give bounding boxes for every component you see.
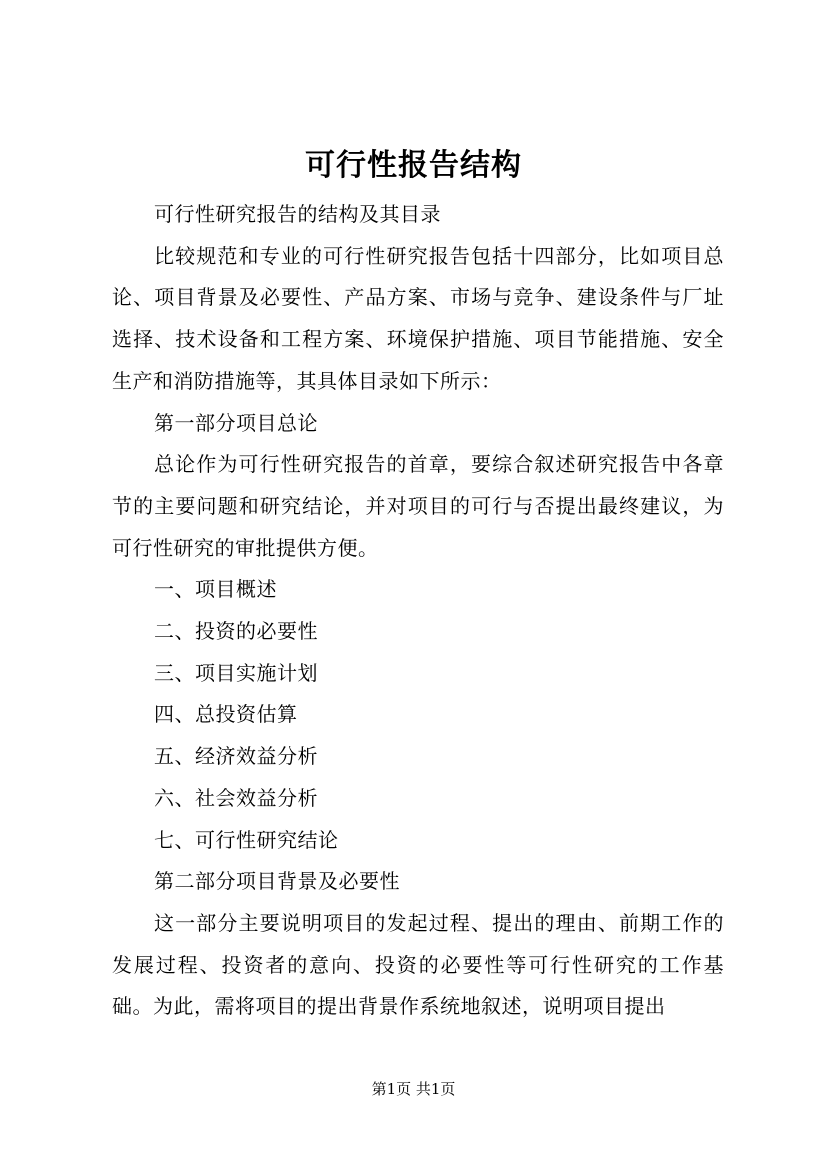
- list-item: 三、项目实施计划: [154, 660, 318, 685]
- list-item: 七、可行性研究结论: [154, 827, 339, 852]
- list-item: 五、经济效益分析: [154, 744, 318, 769]
- summary-paragraph: 总论作为可行性研究报告的首章，要综合叙述研究报告中各章节的主要问题和研究结论，并对项目的可行与否提出最终建议，为可行性研究的审批提供方便。: [112, 452, 724, 560]
- list-item: 二、投资的必要性: [154, 619, 318, 644]
- section-heading-part-2: 第二部分项目背景及必要性: [154, 869, 400, 894]
- list-item: 四、总投资估算: [154, 702, 298, 727]
- document-body: [112, 194, 724, 1028]
- list-item: 六、社会效益分析: [154, 785, 318, 810]
- intro-paragraph: 比较规范和专业的可行性研究报告包括十四部分，比如项目总论、项目背景及必要性、产品方案、市场与竞争、建设条件与厂址选择、技术设备和工程方案、环境保护措施、项目节能措施、安全生产和消防措施等，其具体目录如下所示：: [112, 243, 724, 393]
- subtitle-paragraph: 可行性研究报告的结构及其目录: [154, 202, 441, 226]
- page-footer: 第1页 共1页: [371, 1080, 456, 1098]
- list-item: 一、项目概述: [154, 577, 277, 602]
- background-paragraph: 这一部分主要说明项目的发起过程、提出的理由、前期工作的发展过程、投资者的意向、投资的必要性等可行性研究的工作基础。为此，需将项目的提出背景作系统地叙述，说明项目提出: [112, 910, 724, 1019]
- section-heading-part-1: 第一部分项目总论: [154, 410, 318, 435]
- document-title: 可行性报告结构: [305, 148, 522, 183]
